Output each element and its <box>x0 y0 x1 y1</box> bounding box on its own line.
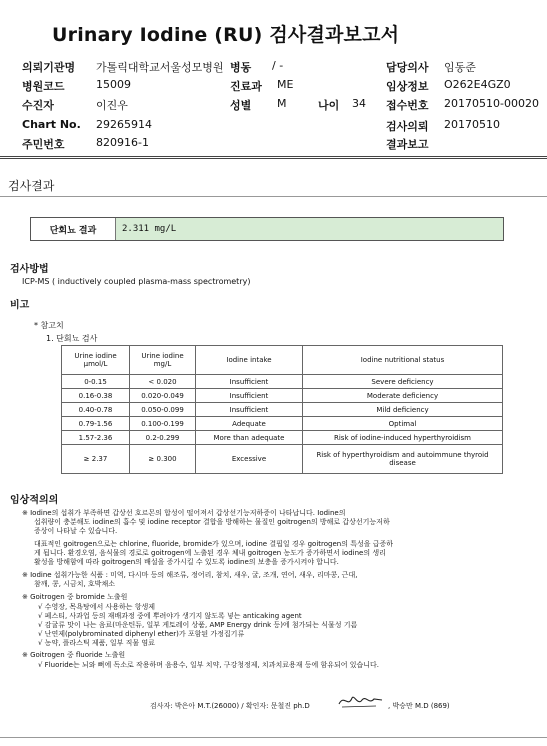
table-cell: Risk of iodine-induced hyperthyroidism <box>303 431 503 445</box>
table-cell: Moderate deficiency <box>303 389 503 403</box>
patient-value: 이진우 <box>96 99 128 112</box>
method-text: ICP-MS ( inductively coupled plasma-mass spectrometry) <box>22 277 251 286</box>
table-cell: 0-0.15 <box>62 375 130 389</box>
table-header-row <box>62 346 503 375</box>
clinical-line: 활성을 방해함에 따라 goitrogen의 배설을 증가시킬 수 있도록 iodine의 보충을 증가시켜야 합니다. <box>34 558 339 566</box>
clinical-line: 증상이 나타날 수 있습니다. <box>34 527 118 535</box>
sex-label: 성별 <box>230 99 252 112</box>
request-date-value: 20170510 <box>444 118 500 131</box>
clinical-info-value: O262E4GZ0 <box>444 78 511 91</box>
table-row <box>62 389 503 403</box>
clinical-heading: 임상적의의 <box>10 495 59 506</box>
clinical-line: ※ Iodine의 섭취가 부족하면 갑상선 호르몬의 합성이 떨어져서 갑상선기능저하증이 나타납니다. Iodine의 <box>22 509 346 517</box>
patient-label: 수진자 <box>22 99 54 112</box>
resident-no-value: 820916-1 <box>96 136 149 149</box>
clinical-line: 게 됩니다. 환경오염, 음식물의 경로로 goitrogen에 노출된 경우 체내 goitrogen 농도가 증가하면서 iodine의 생리 <box>34 549 386 557</box>
result-value: 2.311 mg/L <box>116 218 503 240</box>
col-header-status: Iodine nutritional status <box>303 346 503 375</box>
clinical-line: ※ Iodine 섭취가능한 식품 : 미역, 다시마 등의 해조류, 정어리, 참치, 새우, 굴, 조개, 연어, 새우, 리마콩, 근대, <box>22 571 358 579</box>
doctor-label: 담당의사 <box>386 61 429 74</box>
department-label: 진료과 <box>230 80 262 93</box>
age-value: 34 <box>352 97 366 110</box>
divider <box>0 196 547 197</box>
table-cell: ≥ 2.37 <box>62 445 130 474</box>
chart-no-value: 29265914 <box>96 118 152 131</box>
chart-no-label: Chart No. <box>22 118 81 131</box>
clinical-line: √ 농약, 플라스틱 제품, 일부 직물 염료 <box>38 639 155 647</box>
table-cell: 1.57-2.36 <box>62 431 130 445</box>
clinical-line: ※ Goitrogen 중 fluoride 노출원 <box>22 651 126 659</box>
table-cell: Insufficient <box>196 389 303 403</box>
report-title: Urinary Iodine (RU) 검사결과보고서 <box>52 24 400 46</box>
reference-table <box>61 345 503 474</box>
referring-institution-value: 가톨릭대학교서울성모병원 <box>96 61 224 74</box>
table-row <box>62 445 503 474</box>
resident-no-label: 주민번호 <box>22 138 65 151</box>
clinical-line: ※ Goitrogen 중 bromide 노출원 <box>22 593 128 601</box>
divider <box>0 737 547 738</box>
divider <box>0 158 547 159</box>
table-cell: Risk of hyperthyroidism and autoimmune thyroid disease <box>303 445 503 474</box>
divider <box>0 156 547 157</box>
clinical-info-label: 임상정보 <box>386 80 429 93</box>
accession-label: 접수번호 <box>386 99 429 112</box>
referring-institution-label: 의뢰기관명 <box>22 61 76 74</box>
clinical-line: √ 난연제(polybrominated diphenyl ether)가 포함된 가정집기류 <box>38 630 245 638</box>
clinical-line: √ Fluoride는 뇌와 뼈에 독소로 작용하며 음용수, 일부 치약, 구강청정제, 치과치료용재 등에 함유되어 있습니다. <box>38 661 380 669</box>
ward-value: / - <box>272 59 284 72</box>
table-cell: 0.79-1.56 <box>62 417 130 431</box>
age-label: 나이 <box>318 99 340 112</box>
table-cell: 0.020-0.049 <box>130 389 196 403</box>
accession-value: 20170510-00020 <box>444 97 539 110</box>
table-cell: 0.16-0.38 <box>62 389 130 403</box>
result-box <box>30 217 504 241</box>
clinical-line: √ 페스티, 사과업 등의 재배과정 중에 뿌려야가 생기지 않도록 넣는 anticaking agent <box>38 612 302 620</box>
clinical-line: 섭취량이 충분해도 iodine의 흡수 및 iodine receptor 결합을 방해하는 물질인 goitrogen의 방해로 갑상선기능저하 <box>34 518 390 526</box>
table-cell: Insufficient <box>196 403 303 417</box>
report-date-label: 결과보고 <box>386 138 429 151</box>
table-cell: 0.2-0.299 <box>130 431 196 445</box>
clinical-line: 대표적인 goitrogen으로는 chlorine, fluoride, bromide가 있으며, iodine 결핍일 경우 goitrogen의 특성을 급증하 <box>34 540 393 548</box>
method-heading: 검사방법 <box>10 264 49 275</box>
signature-line: , 박승만 M.D (869) <box>388 702 450 710</box>
table-cell: Excessive <box>196 445 303 474</box>
reference-subheading: 1. 단회뇨 검사 <box>46 334 98 343</box>
ward-label: 병동 <box>230 61 252 74</box>
table-row <box>62 417 503 431</box>
reference-heading: * 참고치 <box>34 321 64 330</box>
clinical-line: √ 감귤류 맛이 나는 음료(마운틴듀, 일부 게토레이 상품, AMP Energy drink 등)에 첨가되는 식물성 기름 <box>38 621 358 629</box>
table-cell: < 0.020 <box>130 375 196 389</box>
table-cell: Severe deficiency <box>303 375 503 389</box>
table-cell: More than adequate <box>196 431 303 445</box>
clinical-line: 참깨, 콩, 시금치, 호박채소 <box>34 580 115 588</box>
col-header-umol: Urine iodine μmol/L <box>62 346 130 375</box>
clinical-line: √ 수영장, 목욕탕에서 사용하는 항생제 <box>38 603 156 611</box>
table-cell: 0.100-0.199 <box>130 417 196 431</box>
table-row <box>62 375 503 389</box>
result-section-heading: 검사결과 <box>8 179 55 193</box>
result-label: 단회뇨 결과 <box>31 218 116 240</box>
remarks-heading: 비고 <box>10 300 30 311</box>
table-cell: Mild deficiency <box>303 403 503 417</box>
table-row <box>62 431 503 445</box>
table-cell: ≥ 0.300 <box>130 445 196 474</box>
signature-scribble <box>336 690 386 712</box>
table-cell: Insufficient <box>196 375 303 389</box>
table-cell: 0.40-0.78 <box>62 403 130 417</box>
sex-value: M <box>277 97 287 110</box>
col-header-mgl: Urine iodine mg/L <box>130 346 196 375</box>
department-value: ME <box>277 78 294 91</box>
col-header-intake: Iodine intake <box>196 346 303 375</box>
request-date-label: 검사의뢰 <box>386 120 429 133</box>
table-row <box>62 403 503 417</box>
table-cell: Adequate <box>196 417 303 431</box>
table-cell: Optimal <box>303 417 503 431</box>
hospital-code-value: 15009 <box>96 78 131 91</box>
signature-line: 검사자: 박은아 M.T.(26000) / 확인자: 문철진 ph.D <box>150 702 310 710</box>
table-cell: 0.050-0.099 <box>130 403 196 417</box>
doctor-value: 임동준 <box>444 61 476 74</box>
hospital-code-label: 병원코드 <box>22 80 65 93</box>
